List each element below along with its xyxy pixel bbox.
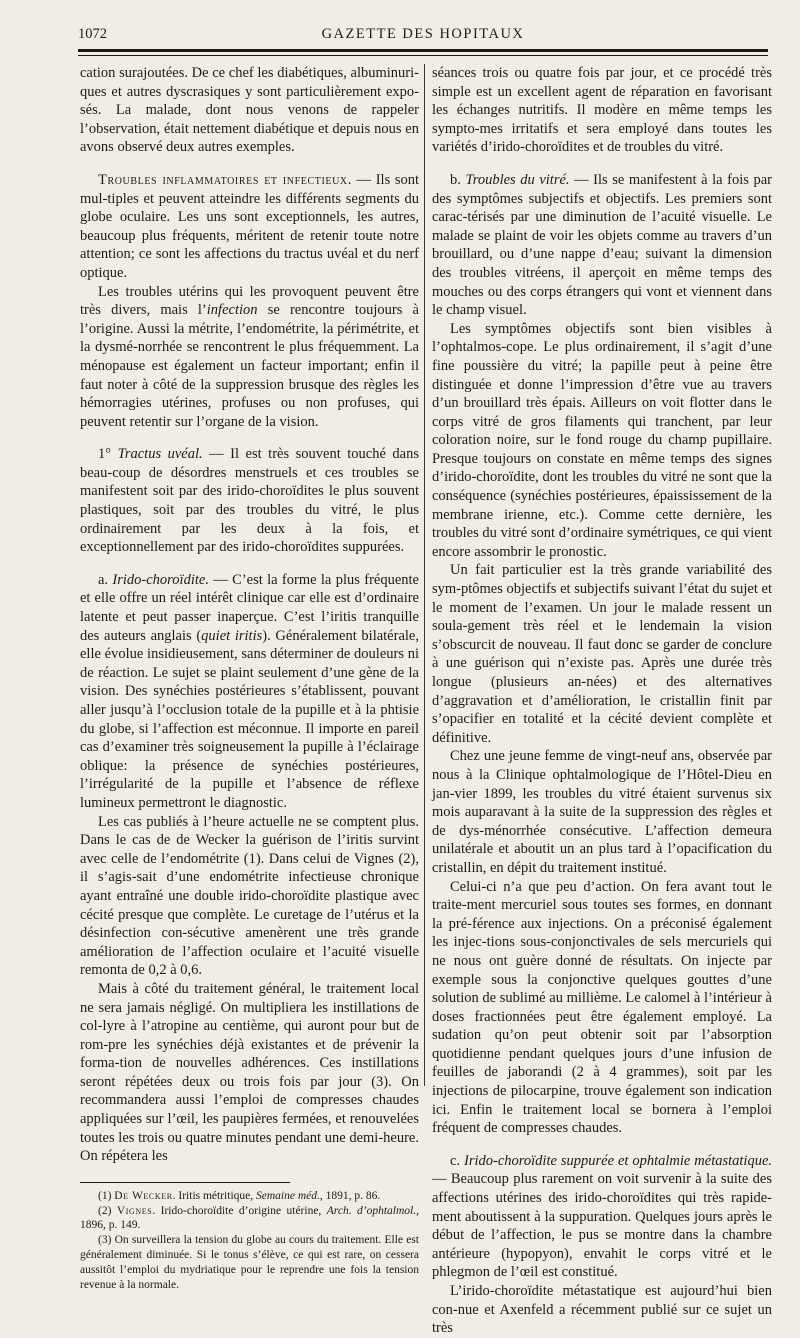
subsection-paragraph-tractus	[80, 445, 419, 557]
subsection-title: Irido-choroïdite.	[112, 571, 209, 588]
subsection-paragraph-irido	[80, 571, 419, 813]
footnote-author: Vignes	[116, 1204, 153, 1217]
footnotes	[80, 1189, 419, 1293]
emphasis: infection	[206, 302, 258, 319]
footnote-text: , 1896, p. 149.	[80, 1204, 419, 1232]
footnote-text: . Irido-choroïdite d’origine utérine,	[152, 1204, 327, 1217]
running-title: GAZETTE DES HOPITAUX	[321, 26, 525, 42]
subsection-paragraph-suppuree	[432, 1152, 772, 1282]
section-paragraph-inflammatory	[80, 171, 419, 283]
subsection-title: Irido-choroïdite suppurée et ophtalmie métastatique.	[464, 1152, 773, 1169]
paragraph-text: — Il est très souvent touché dans beau-coup de désordres menstruels et ces troubles se manifestent soit par des irido-choroïdites le plus souvent plastiques, soit par des troubles du vitré, le plus ordinairement par les deux à la fois, et exceptionnellement par des irido-choroïdites suppurées.	[80, 446, 419, 556]
paragraph: Les cas publiés à l’heure actuelle ne se comptent plus. Dans le cas de de Wecker la guérison de l’iritis survint avec celle de l’endométrite (1). Dans celui de Vignes (2), il s’agis-sait d’une endométrite infectieuse chronique ayant entraîné une double irido-choroïdite plastique avec cécité presque que complète. Le curetage de l’utérus et la désinfection con-sécutive amenèrent une très grande amélioration de l’affection oculaire et l’acuité visuelle remonta de 0,2 à 0,6.	[80, 813, 419, 979]
footnote	[80, 1189, 419, 1204]
paragraph: L’irido-choroïdite métastatique est aujourd’hui bien con-nue et Axenfeld a récemment publié sur ce sujet un très	[432, 1283, 772, 1337]
paragraph-text: — Ils sont mul-tiples et peuvent atteindre les différents segments du globe oculaire. Les uns sont exceptionnels, les autres, beaucoup plus fréquents, méritent de retenir toute notre attention; ce sont les affections du tractus uvéal et du nerf optique.	[80, 171, 419, 281]
subsection-paragraph-vitre	[432, 171, 772, 320]
paragraph: Un fait particulier est la très grande variabilité des sym-ptômes objectifs et subjectifs suivant l’état du sujet et le moment de l’examen. Un jour le malade ressent un soula-gement très réel et le lendemain la vision s’obscurcit de nouveau. Il faut donc se garder de conclure à une guérison qui n’existe pas. Après une durée très longue (plusieurs an-nées) et des alternatives d’aggravation et d’amélioration, le cristallin finit par s’opacifier en totalité et la cécité devient complète et définitive.	[432, 562, 772, 746]
left-column	[80, 64, 419, 1292]
page-header	[78, 26, 768, 46]
footnote-journal: Semaine méd.	[256, 1189, 320, 1202]
paragraph: Chez une jeune femme de vingt-neuf ans, observée par nous à la Clinique ophtalmologique de l’Hôtel-Dieu en jan-vier 1899, les troubles du vitré étaient survenus six mois auparavant à la suite de la suppression des règles et de dys-ménorrhée consécutive. L’affection demeura unilatérale et aboutit un an plus tard à l’opacification du cristallin, en dépit du traitement institué.	[432, 748, 772, 876]
paragraph-text: se rencontre toujours à l’origine. Aussi la métrite, l’endométrite, la périmétrite, et la dysmé-norrhée se rencontrent le plus fréquemment. La ménopause est également un facteur important; enfin il faut noter à côté de la suppression brusque des règles les hémorragies utérines, profuses ou non profuses, qui peuvent retentir sur l’organe de la vision.	[80, 302, 419, 430]
section-heading: Troubles inflammatoires et infectieux.	[98, 171, 352, 188]
subsection-title: Tractus uvéal.	[117, 446, 203, 463]
paragraph-text: Les troubles utérins qui les provoquent peuvent être très divers, mais l’	[80, 283, 419, 319]
subsection-number: 1°	[98, 446, 118, 463]
paragraph: Mais à côté du traitement général, le traitement local ne sera jamais négligé. On multipliera les instillations de col-lyre à l’atropine au centième, qui auront pour but de rom-pre les synéchies déjà existantes et de prévenir la forma-tion de nouvelles adhérences. Ces instillations seront répétées deux ou trois fois par jour (3). On recommandera aussi l’emploi de compresses chaudes appliquées sur l’œil, les paupières fermées, et renouvelées toutes les trois ou quatre minutes pendant une demi-heure. On répétera les	[80, 980, 419, 1165]
paragraph: Celui-ci n’a que peu d’action. On fera avant tout le traite-ment mercuriel sous toutes ses formes, en donnant la pré-férence aux injections. On a préconisé également les injec-tions sous-conjonctivales de sels mercuriels qui ne nous ont guère donné de résultats. On injecte par exemple sous la conjonctive quelques gouttes d’une solution de sublimé au millième. Le calomel à l’intérieur à doses fractionnées peut être également employé. La sudation qu’on peut obtenir soit par l’absorption quotidienne pendant quelques jours d’une infusion de feuilles de jaborandi (2 à 4 grammes), soit par les injections de pilocarpine, trouve également son indication ici. Enfin le traitement local se bornera à l’emploi fréquent de compresses chaudes.	[432, 878, 772, 1137]
subsection-label: b.	[450, 171, 466, 188]
header-rule-thin	[78, 55, 768, 56]
subsection-title: Troubles du vitré.	[465, 171, 570, 188]
footnote-marker: (2)	[98, 1204, 117, 1217]
page-number: 1072	[78, 26, 107, 42]
footnote-text: . Iritis métritique,	[172, 1189, 256, 1202]
paragraph: séances trois ou quatre fois par jour, et ce procédé très simple est un excellent agent de réparation en favorisant les échanges nutritifs. Il modère en même temps les sympto-mes irritatifs et sera employé dans toutes les variétés d’irido-choroïdites et de troubles du vitré.	[432, 65, 772, 156]
paragraph-text: — Beaucoup plus rarement on voit survenir à la suite des affections utérines des irido-choroïdites qui très rapide-ment aboutissent à la suppuration. Quelques jours après le début de l’affection, le pus se montre dans la chambre antérieure (hypopyon), envahit le corps vitré et le phlegmon de l’œil est constitué.	[432, 1171, 772, 1281]
footnote-rule	[80, 1182, 290, 1183]
paragraph-text: ). Généralement bilatérale, elle évolue insidieusement, sans déterminer de douleurs ni de réaction. Le sujet se plaint seulement d’une gène de la vision. Des synéchies postérieures s’établissent, pouvant aller jusqu’à l’occlusion totale de la pupille et à la phtisie du globe, si l’affection est méconnue. Il importe en pareil cas d’examiner très soigneusement la pupille à l’éclairage oblique: la présence de synéchies postérieures, l’irrégularité de la pupille et l’absence de réflexe lumineux permettront le diagnostic.	[80, 627, 419, 811]
subsection-label: c.	[450, 1152, 465, 1169]
right-column	[432, 64, 772, 1338]
column-divider	[424, 64, 425, 1086]
footnote-author: De Wecker	[114, 1189, 173, 1202]
paragraph: Les symptômes objectifs sont bien visibles à l’ophtalmos-cope. Le plus ordinairement, il s’agit d’une fine poussière du vitré; la papille peut à peine être distinguée et donne l’impression d’être vue au travers d’un brouillard très épais. Ailleurs on voit flotter dans le corps vitré de gros filaments qui tranchent, par leur coloration noire, sur le fond rouge du champ pupillaire. Presque toujours on constate en même temps des signes d’irido-choroïdite, dont les troubles du vitré ne sont que la conséquence (synéchies postérieures, épaississement de la membrane irienne, etc.). Comme cette dernière, les troubles du vitré sont d’ordinaire symétriques, ce qui vient encore assombrir le pronostic.	[432, 320, 772, 560]
emphasis: quiet iritis	[201, 627, 263, 644]
footnote: (3) On surveillera la tension du globe au cours du traitement. Elle est généralement diminuée. Si le tonus s’élève, ce qui est rare, on cessera aussitôt l’emploi du mydriatique pour le reprendre une fois la tension revenue à la normale.	[80, 1234, 419, 1291]
footnote-marker: (1)	[98, 1189, 115, 1202]
paragraph-text: — Ils se manifestent à la fois par des symptômes subjectifs et objectifs. Les premiers sont carac-térisés par une diminution de l’acuité visuelle. Le malade se plaint de voir les objets comme au travers d’un brouillard, ou d’une nappe d’eau; suivant la dimension des troubles vitréens, il aperçoit en même temps des mouches ou des corps étrangers qui vont et viennent dans le champ visuel.	[432, 171, 772, 319]
header-rule-thick	[78, 49, 768, 52]
footnote	[80, 1204, 419, 1234]
subsection-label: a.	[98, 571, 113, 588]
paragraph	[80, 283, 419, 432]
paragraph-text: — C’est la forme la plus fréquente et elle offre un réel intérêt clinique car elle est d’ordinaire latente et peut passer inaperçue. C’est l’iritis tranquille des auteurs anglais (	[80, 571, 419, 644]
paragraph: cation surajoutées. De ce chef les diabétiques, albuminuri-ques et autres dyscrasiques y sont particulièrement expo-sés. La malade, dont nous venons de rappeler l’observation, était nettement diabétique et depuis nous en avons observé deux autres exemples.	[80, 65, 419, 156]
footnote-journal: Arch. d’ophtalmol.	[326, 1204, 417, 1217]
footnote-text: , 1891, p. 86.	[319, 1189, 381, 1202]
